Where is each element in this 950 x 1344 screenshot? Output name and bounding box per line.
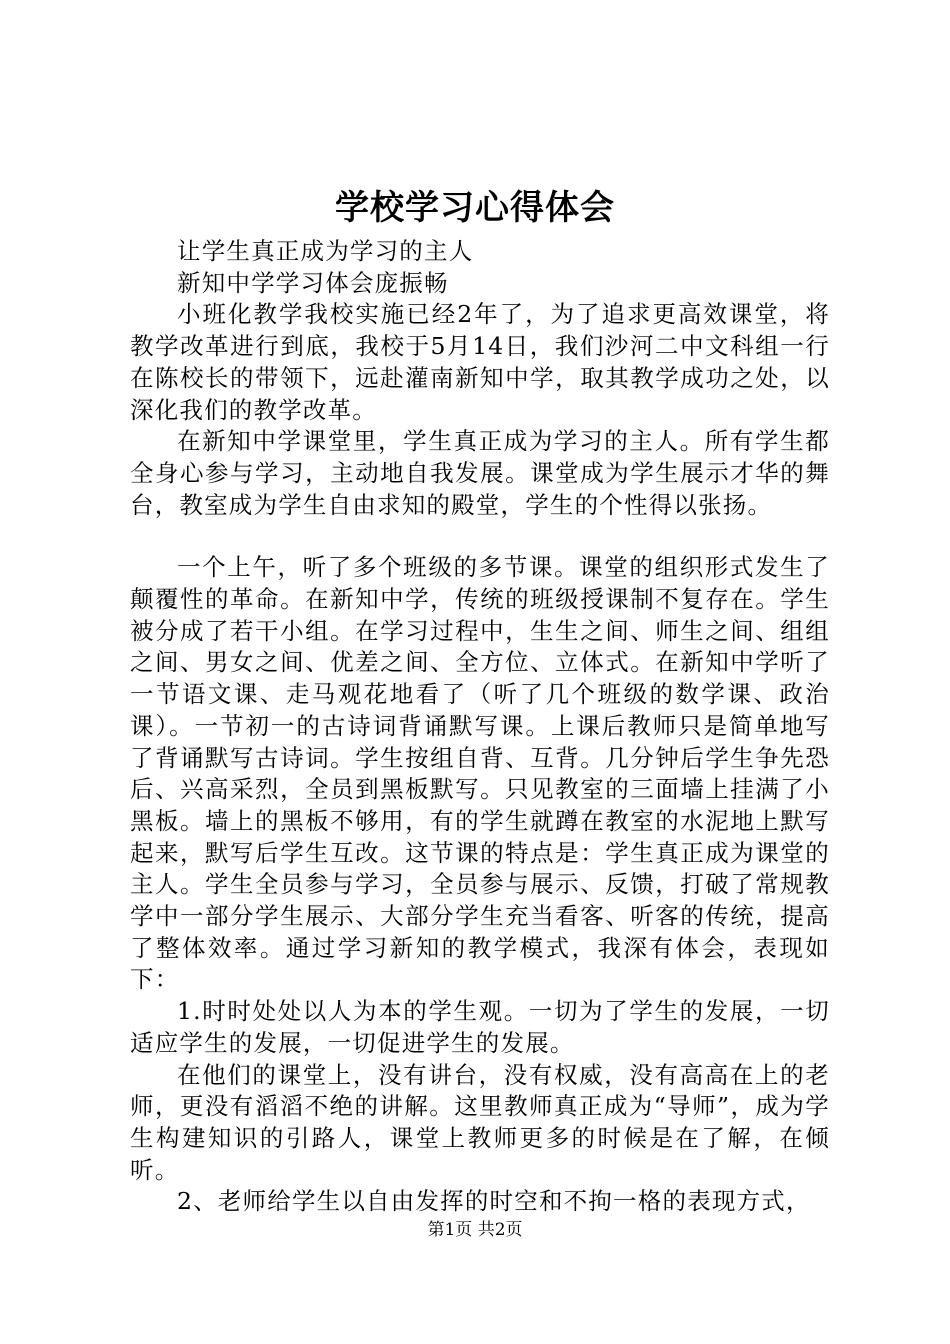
body-paragraph: 小班化教学我校实施已经2年了，为了追求更高效课堂，将教学改革进行到底，我校于5月14日，我们沙河二中文科组一行在陈校长的带领下，远赴灌南新知中学，取其教学成功之处，以深化我们的教学改革。 <box>130 300 830 424</box>
document-title: 学校学习心得体会 <box>335 188 615 228</box>
body-paragraph: 2、老师给学生以自由发挥的时空和不拘一格的表现方式， <box>177 1187 811 1216</box>
body-paragraph: 一个上午，听了多个班级的多节课。课堂的组织形式发生了颠覆性的革命。在新知中学，传统的班级授课制不复存在。学生被分成了若干小组。在学习过程中，生生之间、师生之间、组组之间、男女之间、优差之间、全方位、立体式。在新知中学听了一节语文课、走马观花地看了（听了几个班级的数学课、政治课）。一节初一的古诗词背诵默写课。上课后教师只是简单地写了背诵默写古诗词。学生按组自背、互背。几分钟后学生争先恐后、兴高采烈，全员到黑板默写。只见教室的三面墙上挂满了小黑板。墙上的黑板不够用，有的学生就蹲在教室的水泥地上默写起来，默写后学生互改。这节课的特点是：学生真正成为课堂的主人。学生全员参与学习，全员参与展示、反馈，打破了常规教学中一部分学生展示、大部分学生充当看客、听客的传统，提高了整体效率。通过学习新知的教学模式，我深有体会，表现如下： <box>130 553 830 994</box>
body-paragraph: 在他们的课堂上，没有讲台，没有权威，没有高高在上的老师，更没有滔滔不绝的讲解。这里教师真正成为“导师”，成为学生构建知识的引路人，课堂上教师更多的时候是在了解，在倾听。 <box>130 1060 830 1184</box>
page-footer: 第1页 共2页 <box>427 1220 523 1240</box>
author-paragraph: 新知中学学习体会庞振畅 <box>177 268 449 297</box>
subtitle-paragraph: 让学生真正成为学习的主人 <box>177 237 474 265</box>
body-paragraph: 1.时时处处以人为本的学生观。一切为了学生的发展，一切适应学生的发展，一切促进学生的发展。 <box>130 997 830 1057</box>
body-paragraph: 在新知中学课堂里，学生真正成为学习的主人。所有学生都全身心参与学习，主动地自我发展。课堂成为学生展示才华的舞台，教室成为学生自由求知的殿堂，学生的个性得以张扬。 <box>130 427 830 519</box>
document-body <box>130 236 830 1218</box>
